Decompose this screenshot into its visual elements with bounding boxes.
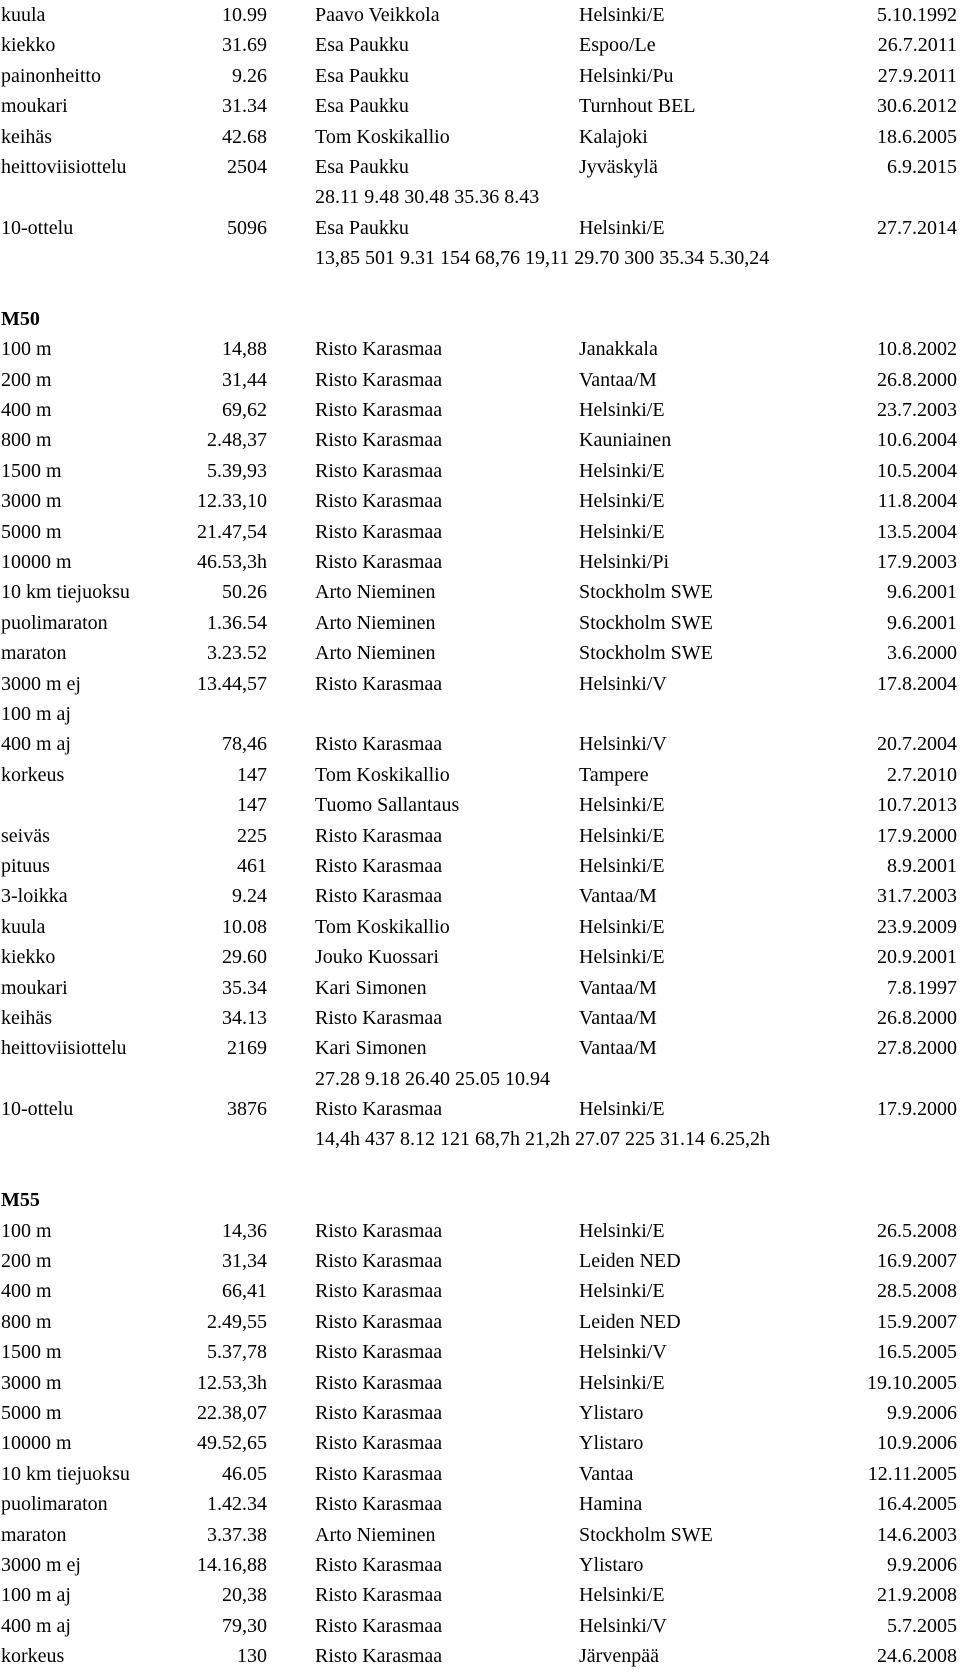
result-cell: 29.60 (222, 946, 267, 969)
split-details-row (0, 1064, 960, 1094)
split-details: 27.28 9.18 26.40 25.05 10.94 (315, 1067, 550, 1090)
date-cell: 10.8.2002 (877, 338, 957, 361)
date-cell: 19.10.2005 (867, 1371, 957, 1394)
place-cell: Helsinki/E (579, 1584, 665, 1607)
date-cell: 21.9.2008 (877, 1584, 957, 1607)
date-cell: 17.8.2004 (877, 672, 957, 695)
result-cell: 34.13 (222, 1006, 267, 1029)
athlete-cell: Risto Karasmaa (315, 1553, 443, 1576)
record-row (0, 1489, 960, 1519)
place-cell: Stockholm SWE (579, 581, 713, 604)
event-cell: 200 m (1, 368, 52, 391)
record-row (0, 1033, 960, 1063)
event-cell: 3000 m (1, 490, 62, 513)
place-cell: Helsinki/E (579, 1098, 665, 1121)
place-cell: Helsinki/E (579, 794, 665, 817)
place-cell: Kalajoki (579, 125, 648, 148)
result-cell: 10.99 (222, 4, 267, 26)
event-cell: keihäs (1, 125, 53, 148)
athlete-cell: Arto Nieminen (315, 1523, 436, 1546)
record-row (0, 30, 960, 60)
athlete-cell: Jouko Kuossari (315, 946, 439, 969)
date-cell: 9.9.2006 (887, 1553, 957, 1576)
result-cell: 9.26 (232, 64, 267, 87)
place-cell: Jyväskylä (579, 155, 658, 178)
date-cell: 16.4.2005 (877, 1493, 957, 1516)
result-cell: 31,44 (222, 368, 267, 391)
record-row (0, 881, 960, 911)
section-heading-m55 (0, 1185, 960, 1215)
event-cell: 200 m (1, 1250, 52, 1273)
result-cell: 5096 (227, 216, 267, 239)
place-cell: Vantaa (579, 1462, 634, 1485)
athlete-cell: Risto Karasmaa (315, 1462, 443, 1485)
date-cell: 26.7.2011 (877, 34, 957, 57)
record-row (0, 547, 960, 577)
record-row (0, 1276, 960, 1306)
athlete-cell: Tuomo Sallantaus (315, 794, 460, 817)
record-row (0, 760, 960, 790)
date-cell: 9.9.2006 (887, 1401, 957, 1424)
event-cell: kiekko (1, 946, 56, 969)
record-row (0, 729, 960, 759)
athlete-cell: Tom Koskikallio (315, 763, 450, 786)
record-row (0, 1550, 960, 1580)
event-cell: 3-loikka (1, 885, 68, 908)
place-cell: Vantaa/M (579, 976, 657, 999)
event-cell: korkeus (1, 763, 65, 786)
place-cell: Helsinki/E (579, 4, 665, 26)
record-row (0, 395, 960, 425)
record-row (0, 1307, 960, 1337)
place-cell: Helsinki/E (579, 216, 665, 239)
place-cell: Helsinki/E (579, 520, 665, 543)
event-cell: 5000 m (1, 1401, 62, 1424)
athlete-cell: Risto Karasmaa (315, 1493, 443, 1516)
date-cell: 5.7.2005 (887, 1614, 957, 1637)
date-cell: 6.9.2015 (887, 155, 957, 178)
date-cell: 23.9.2009 (877, 915, 957, 938)
place-cell: Helsinki/E (579, 459, 665, 482)
record-row (0, 1216, 960, 1246)
place-cell: Stockholm SWE (579, 1523, 713, 1546)
event-cell: 100 m aj (1, 702, 71, 725)
athlete-cell: Risto Karasmaa (315, 1006, 443, 1029)
athlete-cell: Risto Karasmaa (315, 1310, 443, 1333)
date-cell: 27.9.2011 (877, 64, 957, 87)
result-cell: 9.24 (232, 885, 267, 908)
blank-row (0, 1155, 960, 1185)
event-cell: heittoviisiottelu (1, 155, 127, 178)
event-cell: painonheitto (1, 64, 101, 87)
date-cell: 10.5.2004 (877, 459, 957, 482)
place-cell: Vantaa/M (579, 368, 657, 391)
result-cell: 1.36.54 (207, 611, 267, 634)
place-cell: Leiden NED (579, 1310, 681, 1333)
event-cell: keihäs (1, 1006, 53, 1029)
result-cell: 147 (237, 763, 267, 786)
athlete-cell: Risto Karasmaa (315, 1280, 443, 1303)
athlete-cell: Risto Karasmaa (315, 429, 443, 452)
result-cell: 130 (237, 1645, 267, 1668)
event-cell: 100 m (1, 1219, 52, 1242)
place-cell: Ylistaro (579, 1401, 644, 1424)
result-cell: 14,36 (222, 1219, 267, 1242)
athlete-cell: Arto Nieminen (315, 581, 436, 604)
date-cell: 9.6.2001 (887, 581, 957, 604)
athlete-cell: Risto Karasmaa (315, 1341, 443, 1364)
date-cell: 13.5.2004 (877, 520, 957, 543)
event-cell: puolimaraton (1, 611, 108, 634)
record-row (0, 1520, 960, 1550)
record-row (0, 669, 960, 699)
athlete-cell: Risto Karasmaa (315, 1432, 443, 1455)
place-cell: Helsinki/E (579, 946, 665, 969)
event-cell: 400 m aj (1, 733, 71, 756)
place-cell: Helsinki/E (579, 1371, 665, 1394)
split-details: 14,4h 437 8.12 121 68,7h 21,2h 27.07 225 31.14 6.25,2h (315, 1128, 770, 1151)
athlete-cell: Risto Karasmaa (315, 1250, 443, 1273)
athlete-cell: Esa Paukku (315, 155, 409, 178)
place-cell: Helsinki/E (579, 1280, 665, 1303)
place-cell: Helsinki/E (579, 824, 665, 847)
split-details-row (0, 182, 960, 212)
athlete-cell: Risto Karasmaa (315, 854, 443, 877)
date-cell: 7.8.1997 (887, 976, 957, 999)
event-cell: 10000 m (1, 551, 72, 574)
athlete-cell: Risto Karasmaa (315, 733, 443, 756)
athlete-cell: Risto Karasmaa (315, 672, 443, 695)
place-cell: Turnhout BEL (579, 95, 696, 118)
date-cell: 16.9.2007 (877, 1250, 957, 1273)
event-cell: kiekko (1, 34, 56, 57)
date-cell: 5.10.1992 (877, 4, 957, 26)
event-cell: kuula (1, 915, 46, 938)
record-row (0, 821, 960, 851)
date-cell: 27.8.2000 (877, 1037, 957, 1060)
record-row (0, 334, 960, 364)
place-cell: Stockholm SWE (579, 611, 713, 634)
result-cell: 3.37.38 (207, 1523, 267, 1546)
records-m55 (0, 1216, 960, 1672)
record-row (0, 0, 960, 30)
place-cell: Helsinki/V (579, 733, 667, 756)
place-cell: Kauniainen (579, 429, 672, 452)
record-row (0, 152, 960, 182)
athlete-cell: Risto Karasmaa (315, 1371, 443, 1394)
event-cell: 400 m (1, 399, 52, 422)
split-details: 28.11 9.48 30.48 35.36 8.43 (315, 186, 540, 209)
date-cell: 2.7.2010 (887, 763, 957, 786)
result-cell: 31.69 (222, 34, 267, 57)
record-row (0, 1094, 960, 1124)
athlete-cell: Risto Karasmaa (315, 551, 443, 574)
event-cell: korkeus (1, 1645, 65, 1668)
date-cell: 31.7.2003 (877, 885, 957, 908)
event-cell: puolimaraton (1, 1493, 108, 1516)
result-cell: 31,34 (222, 1250, 267, 1273)
date-cell: 28.5.2008 (877, 1280, 957, 1303)
result-cell: 46.53,3h (197, 551, 267, 574)
result-cell: 10.08 (222, 915, 267, 938)
event-cell: 10-ottelu (1, 1098, 74, 1121)
athlete-cell: Arto Nieminen (315, 642, 436, 665)
athlete-cell: Esa Paukku (315, 64, 409, 87)
date-cell: 20.9.2001 (877, 946, 957, 969)
event-cell: 100 m aj (1, 1584, 71, 1607)
date-cell: 17.9.2000 (877, 1098, 957, 1121)
athlete-cell: Risto Karasmaa (315, 520, 443, 543)
split-details-row (0, 243, 960, 273)
athlete-cell: Risto Karasmaa (315, 1584, 443, 1607)
date-cell: 10.9.2006 (877, 1432, 957, 1455)
result-cell: 2504 (227, 155, 267, 178)
place-cell: Helsinki/E (579, 399, 665, 422)
place-cell: Vantaa/M (579, 885, 657, 908)
athlete-cell: Risto Karasmaa (315, 1219, 443, 1242)
athlete-cell: Risto Karasmaa (315, 1401, 443, 1424)
split-details: 13,85 501 9.31 154 68,76 19,11 29.70 300 35.34 5.30,24 (315, 247, 770, 270)
place-cell: Helsinki/V (579, 672, 667, 695)
event-cell: maraton (1, 642, 67, 665)
result-cell: 3.23.52 (207, 642, 267, 665)
event-cell: 3000 m ej (1, 1553, 81, 1576)
record-row (0, 1428, 960, 1458)
result-cell: 46.05 (222, 1462, 267, 1485)
event-cell: 10000 m (1, 1432, 72, 1455)
athlete-cell: Kari Simonen (315, 976, 427, 999)
place-cell: Ylistaro (579, 1432, 644, 1455)
date-cell: 17.9.2000 (877, 824, 957, 847)
result-cell: 78,46 (222, 733, 267, 756)
record-row (0, 577, 960, 607)
athlete-cell: Arto Nieminen (315, 611, 436, 634)
record-row (0, 912, 960, 942)
date-cell: 16.5.2005 (877, 1341, 957, 1364)
result-cell: 14.16,88 (197, 1553, 267, 1576)
place-cell: Helsinki/E (579, 854, 665, 877)
place-cell: Helsinki/Pu (579, 64, 674, 87)
place-cell: Helsinki/E (579, 915, 665, 938)
date-cell: 26.8.2000 (877, 1006, 957, 1029)
date-cell: 23.7.2003 (877, 399, 957, 422)
section-heading-text: M55 (1, 1189, 40, 1212)
record-row (0, 1611, 960, 1641)
event-cell: 1500 m (1, 459, 62, 482)
result-cell: 2.48,37 (207, 429, 267, 452)
event-cell: 10 km tiejuoksu (1, 581, 130, 604)
result-cell: 13.44,57 (197, 672, 267, 695)
place-cell: Janakkala (579, 338, 658, 361)
athlete-cell: Risto Karasmaa (315, 1098, 443, 1121)
event-cell: 400 m aj (1, 1614, 71, 1637)
result-cell: 1.42.34 (207, 1493, 267, 1516)
event-cell: 10-ottelu (1, 216, 74, 239)
result-cell: 2169 (227, 1037, 267, 1060)
date-cell: 26.5.2008 (877, 1219, 957, 1242)
date-cell: 27.7.2014 (877, 216, 957, 239)
date-cell: 8.9.2001 (887, 854, 957, 877)
result-cell: 225 (237, 824, 267, 847)
result-cell: 12.53,3h (197, 1371, 267, 1394)
place-cell: Tampere (579, 763, 649, 786)
place-cell: Vantaa/M (579, 1037, 657, 1060)
result-cell: 5.39,93 (207, 459, 267, 482)
record-row (0, 213, 960, 243)
record-row (0, 517, 960, 547)
date-cell: 14.6.2003 (877, 1523, 957, 1546)
record-row (0, 425, 960, 455)
record-row (0, 1641, 960, 1671)
date-cell: 26.8.2000 (877, 368, 957, 391)
athlete-cell: Esa Paukku (315, 34, 409, 57)
record-row (0, 456, 960, 486)
event-cell: moukari (1, 95, 68, 118)
record-row (0, 1003, 960, 1033)
result-cell: 2.49,55 (207, 1310, 267, 1333)
place-cell: Järvenpää (579, 1645, 659, 1668)
date-cell: 11.8.2004 (877, 490, 957, 513)
athlete-cell: Risto Karasmaa (315, 1645, 443, 1668)
date-cell: 20.7.2004 (877, 733, 957, 756)
athlete-cell: Risto Karasmaa (315, 824, 443, 847)
place-cell: Ylistaro (579, 1553, 644, 1576)
place-cell: Leiden NED (579, 1250, 681, 1273)
record-row (0, 851, 960, 881)
athlete-cell: Risto Karasmaa (315, 399, 443, 422)
result-cell: 49.52,65 (197, 1432, 267, 1455)
event-cell: 800 m (1, 1310, 52, 1333)
athlete-cell: Esa Paukku (315, 216, 409, 239)
section-heading-text: M50 (1, 307, 40, 330)
athlete-cell: Risto Karasmaa (315, 368, 443, 391)
record-row (0, 1580, 960, 1610)
event-cell: seiväs (1, 824, 50, 847)
date-cell: 12.11.2005 (867, 1462, 957, 1485)
athlete-cell: Risto Karasmaa (315, 1614, 443, 1637)
place-cell: Helsinki/V (579, 1614, 667, 1637)
record-row (0, 365, 960, 395)
event-cell: 400 m (1, 1280, 52, 1303)
place-cell: Vantaa/M (579, 1006, 657, 1029)
result-cell: 14,88 (222, 338, 267, 361)
date-cell: 9.6.2001 (887, 611, 957, 634)
date-cell: 30.6.2012 (877, 95, 957, 118)
result-cell: 66,41 (222, 1280, 267, 1303)
athlete-cell: Kari Simonen (315, 1037, 427, 1060)
athlete-cell: Risto Karasmaa (315, 885, 443, 908)
date-cell: 15.9.2007 (877, 1310, 957, 1333)
place-cell: Hamina (579, 1493, 643, 1516)
record-row (0, 699, 960, 729)
record-row (0, 973, 960, 1003)
result-cell: 12.33,10 (197, 490, 267, 513)
result-cell: 20,38 (222, 1584, 267, 1607)
athlete-cell: Esa Paukku (315, 95, 409, 118)
athlete-cell: Risto Karasmaa (315, 459, 443, 482)
date-cell: 24.6.2008 (877, 1645, 957, 1668)
result-cell: 147 (237, 794, 267, 817)
result-cell: 69,62 (222, 399, 267, 422)
athlete-cell: Risto Karasmaa (315, 490, 443, 513)
event-cell: 100 m (1, 338, 52, 361)
result-cell: 461 (237, 854, 267, 877)
blank-row (0, 274, 960, 304)
event-cell: 800 m (1, 429, 52, 452)
record-row (0, 638, 960, 668)
athlete-cell: Paavo Veikkola (315, 4, 440, 26)
record-row (0, 1398, 960, 1428)
section-heading-m50 (0, 304, 960, 334)
record-row (0, 1337, 960, 1367)
record-row (0, 942, 960, 972)
athlete-cell: Tom Koskikallio (315, 125, 450, 148)
place-cell: Helsinki/E (579, 1219, 665, 1242)
event-cell: heittoviisiottelu (1, 1037, 127, 1060)
record-row (0, 608, 960, 638)
event-cell: maraton (1, 1523, 67, 1546)
result-cell: 3876 (227, 1098, 267, 1121)
records-top (0, 0, 960, 304)
event-cell: kuula (1, 4, 46, 26)
result-cell: 50.26 (222, 581, 267, 604)
result-cell: 31.34 (222, 95, 267, 118)
date-cell: 10.6.2004 (877, 429, 957, 452)
result-cell: 42.68 (222, 125, 267, 148)
place-cell: Helsinki/V (579, 1341, 667, 1364)
record-row (0, 91, 960, 121)
event-cell: 1500 m (1, 1341, 62, 1364)
place-cell: Helsinki/E (579, 490, 665, 513)
date-cell: 10.7.2013 (877, 794, 957, 817)
place-cell: Stockholm SWE (579, 642, 713, 665)
result-cell: 21.47,54 (197, 520, 267, 543)
event-cell: 3000 m ej (1, 672, 81, 695)
date-cell: 17.9.2003 (877, 551, 957, 574)
event-cell: 5000 m (1, 520, 62, 543)
date-cell: 3.6.2000 (887, 642, 957, 665)
record-row (0, 1368, 960, 1398)
record-row (0, 122, 960, 152)
record-row (0, 486, 960, 516)
result-cell: 79,30 (222, 1614, 267, 1637)
record-row (0, 1246, 960, 1276)
athlete-cell: Tom Koskikallio (315, 915, 450, 938)
event-cell: 10 km tiejuoksu (1, 1462, 130, 1485)
result-cell: 5.37,78 (207, 1341, 267, 1364)
result-cell: 22.38,07 (197, 1401, 267, 1424)
event-cell: pituus (1, 854, 50, 877)
place-cell: Helsinki/Pi (579, 551, 670, 574)
records-m50 (0, 334, 960, 1185)
split-details-row (0, 1124, 960, 1154)
result-cell: 35.34 (222, 976, 267, 999)
record-row (0, 1459, 960, 1489)
event-cell: moukari (1, 976, 68, 999)
place-cell: Espoo/Le (579, 34, 656, 57)
date-cell: 18.6.2005 (877, 125, 957, 148)
event-cell: 3000 m (1, 1371, 62, 1394)
athlete-cell: Risto Karasmaa (315, 338, 443, 361)
record-row (0, 790, 960, 820)
record-row (0, 61, 960, 91)
